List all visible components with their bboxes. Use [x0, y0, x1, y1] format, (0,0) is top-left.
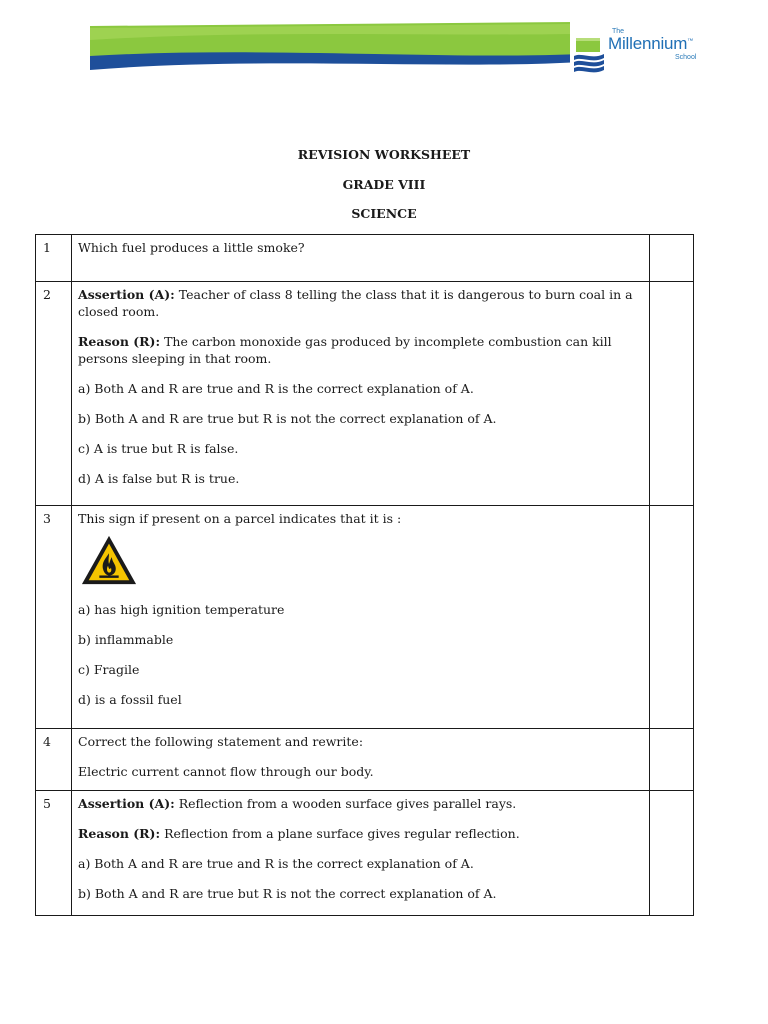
marks-cell	[650, 791, 694, 916]
assertion-label: Assertion (A):	[78, 287, 175, 302]
option-a: a) Both A and R are true and R is the correct explanation of A.	[78, 381, 474, 396]
question-number: 4	[36, 729, 72, 791]
option-c: c) A is true but R is false.	[78, 441, 239, 456]
school-logo	[572, 24, 722, 84]
table-row	[36, 791, 694, 916]
logo-emblem-icon	[572, 36, 606, 76]
worksheet-title: REVISION WORKSHEET	[297, 147, 471, 162]
question-number: 2	[36, 282, 72, 506]
assertion-text: Reflection from a wooden surface gives parallel rays.	[174, 796, 517, 811]
reason-label: Reason (R):	[78, 334, 161, 349]
marks-cell	[650, 235, 694, 282]
question-cell	[72, 282, 650, 506]
option-d: d) A is false but R is true.	[78, 471, 240, 486]
option-b: b) Both A and R are true but R is not the correct explanation of A.	[78, 411, 497, 426]
question-text: Correct the following statement and rewrite:	[78, 734, 364, 749]
assertion-label: Assertion (A):	[78, 796, 175, 811]
flammable-hazard-icon	[80, 533, 138, 587]
marks-cell	[650, 506, 694, 729]
reason-text: Reflection from a plane surface gives regular reflection.	[160, 826, 520, 841]
statement-text: Electric current cannot flow through our body.	[78, 764, 374, 779]
question-table	[35, 234, 694, 916]
table-row	[36, 729, 694, 791]
option-a: a) Both A and R are true and R is the correct explanation of A.	[78, 856, 474, 871]
assertion-text: Teacher of class 8 telling the class that it is dangerous to burn coal in a closed room.	[78, 287, 633, 319]
reason-line	[78, 825, 643, 842]
reason-line	[78, 333, 643, 367]
page-header	[0, 0, 768, 110]
question-cell	[72, 506, 650, 729]
table-row	[36, 282, 694, 506]
marks-cell	[650, 282, 694, 506]
table-row	[36, 235, 694, 282]
table-row	[36, 506, 694, 729]
option-b: b) inflammable	[78, 632, 174, 647]
assertion-line	[78, 286, 643, 320]
question-text: Which fuel produces a little smoke?	[78, 240, 305, 255]
worksheet-titles	[0, 140, 768, 229]
assertion-line	[78, 795, 643, 812]
reason-text: The carbon monoxide gas produced by incomplete combustion can kill persons sleeping in that room.	[78, 334, 612, 366]
logo-the-text: The	[612, 28, 625, 35]
question-cell	[72, 729, 650, 791]
marks-cell	[650, 729, 694, 791]
question-text: This sign if present on a parcel indicates that it is :	[78, 511, 402, 526]
question-number: 5	[36, 791, 72, 916]
option-d: d) is a fossil fuel	[78, 692, 182, 707]
subject-title: SCIENCE	[351, 206, 417, 221]
grade-title: GRADE VIII	[342, 176, 426, 192]
option-b: b) Both A and R are true but R is not the correct explanation of A.	[78, 886, 497, 901]
logo-school-text: School	[675, 54, 697, 61]
question-number: 1	[36, 235, 72, 282]
logo-name-text: Millennium™	[608, 34, 694, 53]
question-cell	[72, 791, 650, 916]
reason-label: Reason (R):	[78, 826, 161, 841]
option-c: c) Fragile	[78, 662, 140, 677]
option-a: a) has high ignition temperature	[78, 602, 285, 617]
question-number: 3	[36, 506, 72, 729]
question-cell	[72, 235, 650, 282]
